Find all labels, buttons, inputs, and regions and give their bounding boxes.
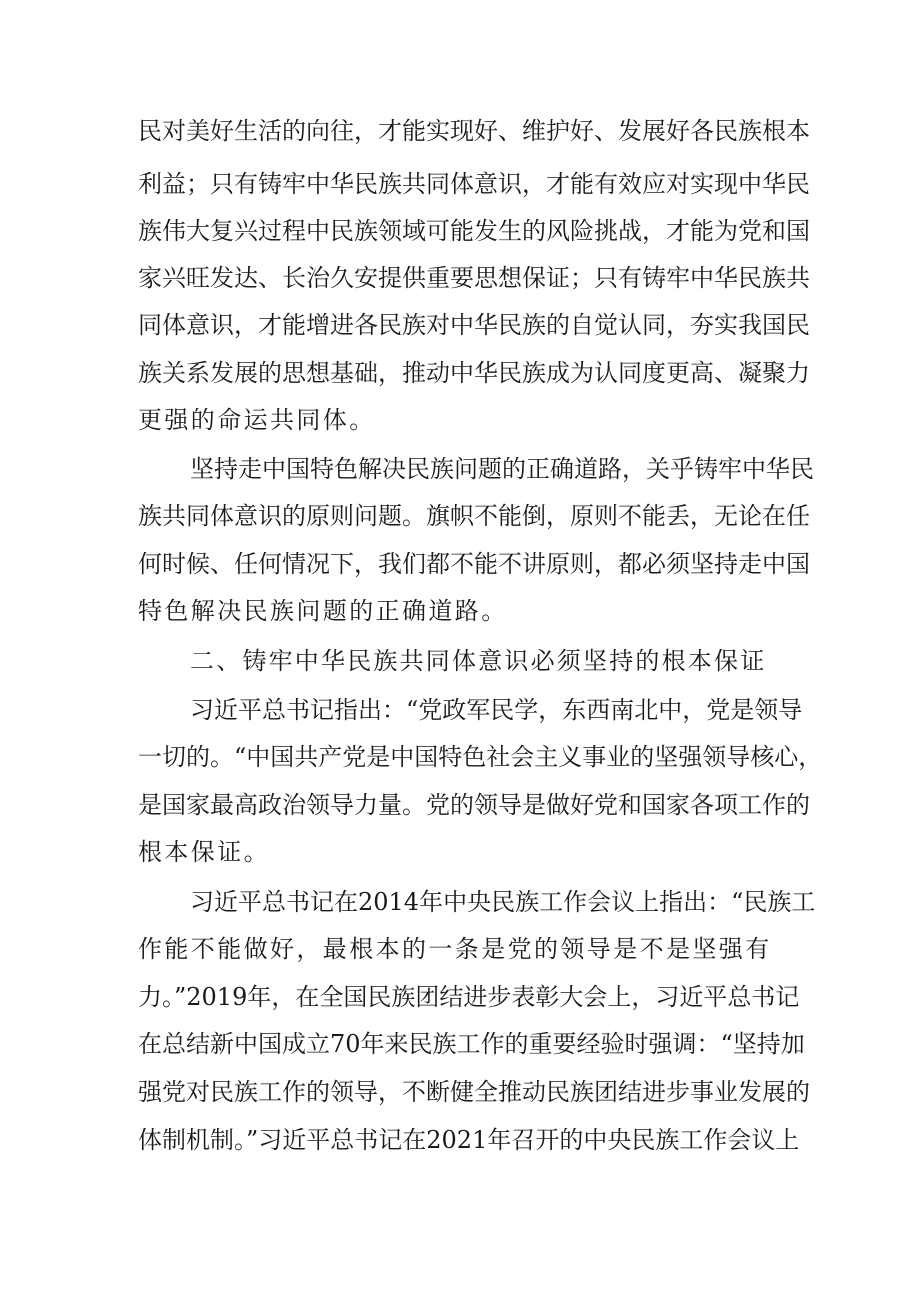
text-line: 民对美好生活的向往，才能实现好、维护好、发展好各民族根本 (138, 117, 810, 145)
paragraph-first-line: 坚持走中国特色解决民族问题的正确道路，关乎铸牢中华民 (190, 455, 814, 483)
text-line: 是国家最高政治领导力量。党的领导是做好党和国家各项工作的 (138, 791, 810, 819)
text-line: 族共同体意识的原则问题。旗帜不能倒，原则不能丢，无论在任 (138, 502, 810, 530)
paragraph-first-line: 习近平总书记在2014年中央民族工作会议上指出：“民族工 (190, 888, 816, 916)
text-line: 作能不能做好，最根本的一条是党的领导是不是坚强有 (138, 935, 772, 963)
text-line: 体制机制。”习近平总书记在2021年召开的中央民族工作会议上 (138, 1126, 800, 1154)
text-line: 族伟大复兴过程中民族领域可能发生的风险挑战，才能为党和国 (138, 217, 810, 245)
text-line: 同体意识，才能增进各民族对中华民族的自觉认同，夯实我国民 (138, 311, 810, 339)
text-line: 何时候、任何情况下，我们都不能不讲原则，都必须坚持走中国 (138, 550, 810, 578)
text-line: 根本保证。 (138, 838, 270, 866)
text-line: 家兴旺发达、长治久安提供重要思想保证；只有铸牢中华民族共 (138, 264, 810, 292)
text-line: 特色解决民族问题的正确道路。 (138, 597, 508, 625)
text-line: 族关系发展的思想基础，推动中华民族成为认同度更高、凝聚力 (138, 359, 810, 387)
text-line: 强党对民族工作的领导，不断健全推动民族团结进步事业发展的 (138, 1078, 810, 1106)
text-line: 一切的。“中国共产党是中国特色社会主义事业的坚强领导核心， (138, 743, 823, 771)
paragraph-first-line: 习近平总书记指出：“党政军民学，东西南北中，党是领导 (190, 696, 803, 724)
section-heading: 二、铸牢中华民族共同体意识必须坚持的根本保证 (190, 647, 767, 675)
text-line: 力。”2019年，在全国民族团结进步表彰大会上，习近平总书记 (138, 983, 800, 1011)
text-line: 在总结新中国成立70年来民族工作的重要经验时强调：“坚持加 (138, 1030, 805, 1058)
text-line: 更强的命运共同体。 (138, 406, 376, 434)
text-line: 利益；只有铸牢中华民族共同体意识，才能有效应对实现中华民 (138, 170, 810, 198)
